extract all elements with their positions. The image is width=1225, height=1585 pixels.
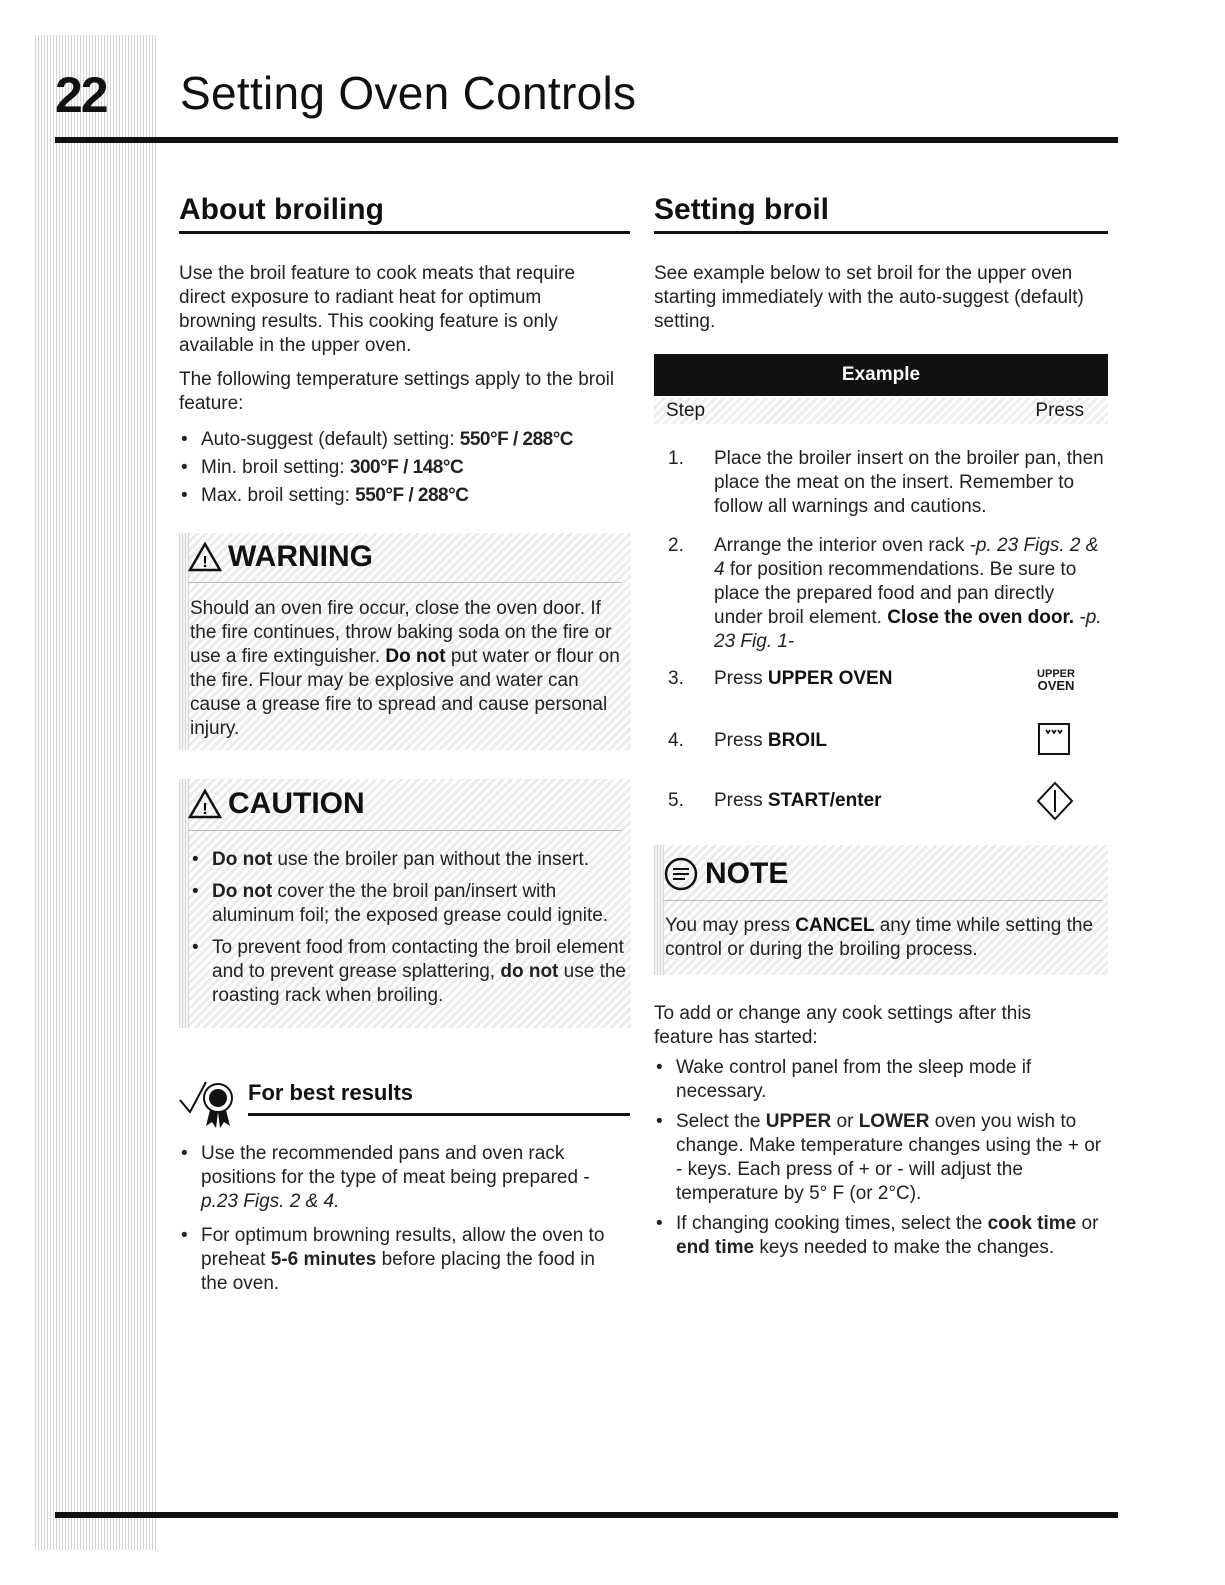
warning-text: Should an oven fire occur, close the oven door. If the fire continues, throw baking soda on the fire or use a fire extinguisher. Do not put water or flour on the fire. Flour may be explosive and water can cause a grease fire to spread and cause personal injury.	[190, 598, 620, 739]
step-4: 4. Press BROIL	[668, 730, 827, 751]
svg-text:!: !	[202, 554, 208, 571]
caution-title: ! CAUTION	[188, 787, 365, 821]
upper-oven-key[interactable]: UPPER OVEN	[1037, 668, 1075, 693]
list-item: • Auto-suggest (default) setting: 550°F / 288°C	[179, 428, 619, 452]
start-key-icon[interactable]	[1036, 781, 1074, 821]
caution-icon	[188, 789, 222, 819]
example-header: Example	[654, 354, 1108, 396]
broil-settings-list	[179, 428, 619, 508]
best-results-list	[179, 1142, 625, 1296]
best-results-title: For best results	[248, 1080, 414, 1105]
setting-broil-rule	[654, 231, 1108, 234]
list-item: • Wake control panel from the sleep mode if necessary.	[654, 1056, 1106, 1104]
broil-key-icon[interactable]	[1038, 723, 1070, 755]
bottom-rule	[55, 1512, 1118, 1518]
svg-text:!: !	[202, 801, 208, 818]
list-item: • Use the recommended pans and oven rack positions for the type of meat being prepared - p.23 Figs. 2 & 4.	[179, 1142, 625, 1214]
list-item: • Min. broil setting: 300°F / 148°C	[179, 456, 619, 480]
change-settings-list	[654, 1056, 1106, 1260]
step-2: 2. Arrange the interior oven rack -p. 23 Figs. 2 & 4 for position recommendations. Be sure to place the prepared food and pan directly under broil element. Close the oven door. -p. 23 Fig. 1-	[668, 535, 1102, 652]
step-3: 3. Press UPPER OVEN	[668, 668, 893, 689]
page-number: 22	[55, 67, 107, 123]
note-icon	[663, 856, 699, 892]
list-item: • If changing cooking times, select the cook time or end time keys needed to make the changes.	[654, 1212, 1106, 1260]
note-title: NOTE	[663, 856, 788, 892]
warning-separator	[188, 582, 622, 583]
step-column-label: Step	[666, 400, 706, 421]
warning-icon	[188, 542, 222, 572]
side-strip	[35, 35, 157, 1550]
change-settings-intro: To add or change any cook settings after this feature has started:	[654, 1003, 1032, 1048]
setting-broil-heading: Setting broil	[654, 193, 829, 226]
about-broiling-heading: About broiling	[179, 193, 384, 226]
step-1: 1. Place the broiler insert on the broiler pan, then place the meat on the insert. Remember to follow all warnings and cautions.	[668, 448, 1104, 517]
setting-broil-intro: See example below to set broil for the upper oven starting immediately with the auto-suggest (default) setting.	[654, 263, 1084, 332]
warning-title: ! WARNING	[188, 540, 373, 574]
page-title: Setting Oven Controls	[180, 67, 637, 119]
caution-list	[190, 848, 626, 1008]
list-item: • Max. broil setting: 550°F / 288°C	[179, 484, 619, 508]
about-heading-rule	[179, 231, 630, 234]
temps-intro: The following temperature settings apply to the broil feature:	[179, 369, 615, 414]
note-separator	[663, 900, 1103, 901]
about-intro: Use the broil feature to cook meats that require direct exposure to radiant heat for optimum browning results. This cooking feature is only available in the upper oven.	[179, 263, 576, 356]
list-item: • Do not cover the the broil pan/insert with aluminum foil; the exposed grease could ignite.	[190, 880, 626, 928]
press-column-label: Press	[1035, 400, 1084, 421]
list-item: • Do not use the broiler pan without the insert.	[190, 848, 626, 872]
best-results-rule	[248, 1113, 630, 1116]
top-rule	[55, 137, 1118, 143]
steps-column-header	[654, 398, 1108, 424]
award-ribbon-icon	[176, 1060, 246, 1130]
list-item: • To prevent food from contacting the broil element and to prevent grease splattering, do not use the roasting rack when broiling.	[190, 936, 626, 1008]
list-item: • Select the UPPER or LOWER oven you wish to change. Make temperature changes using the + or - keys. Each press of + or - will adjust the temperature by 5° F (or 2°C).	[654, 1110, 1106, 1206]
step-5: 5. Press START/enter	[668, 790, 882, 811]
caution-separator	[188, 830, 622, 831]
broil-element-icon	[1040, 725, 1068, 753]
note-text: You may press CANCEL any time while setting the control or during the broiling process.	[665, 915, 1094, 960]
list-item: • For optimum browning results, allow the oven to preheat 5-6 minutes before placing the food in the oven.	[179, 1224, 625, 1296]
